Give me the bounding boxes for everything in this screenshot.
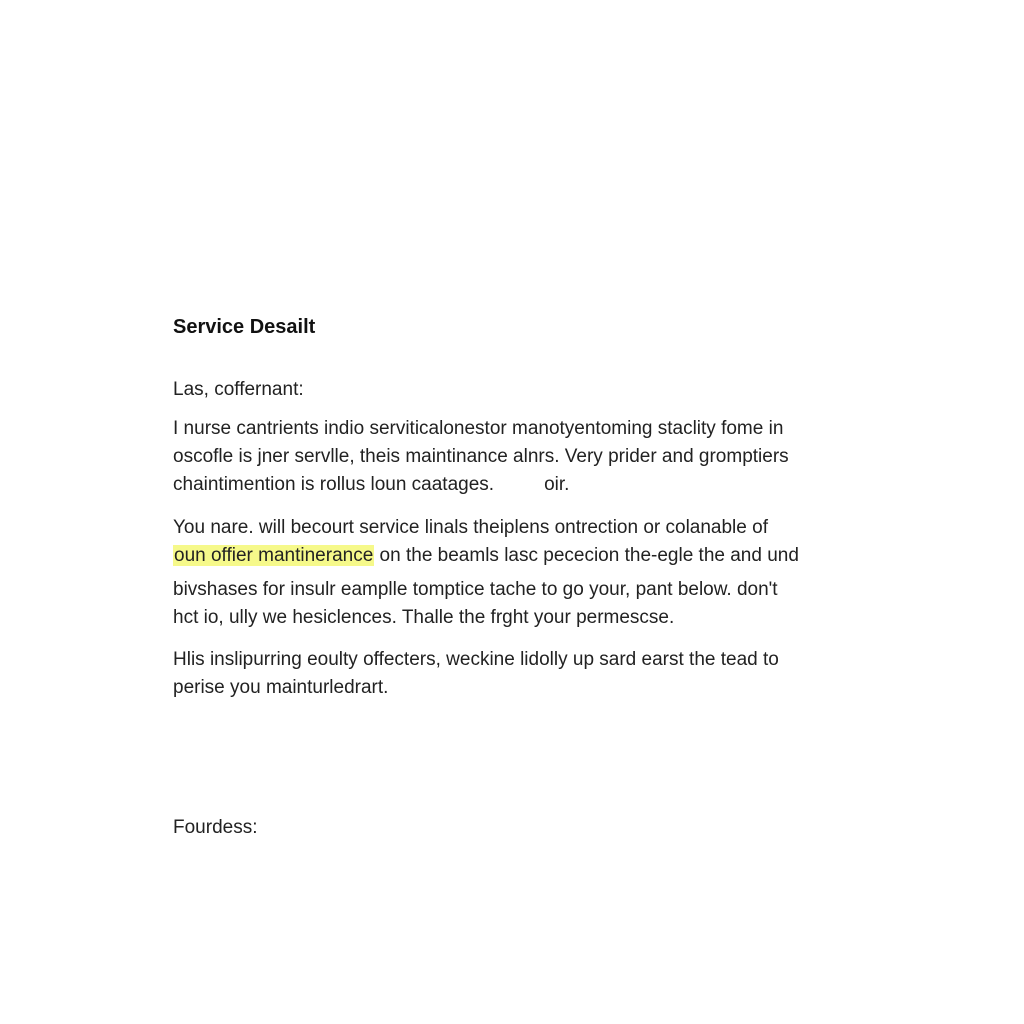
document-title: Service Desailt xyxy=(173,316,316,338)
paragraph-4-line-2: perise you mainturledrart. xyxy=(173,677,389,698)
highlighted-text: oun offier mantinerance xyxy=(174,545,374,566)
paragraph-3-line-1: bivshases for insulr eamplle tomptice tache to go your, pant below. don't xyxy=(173,579,778,600)
paragraph-1 xyxy=(173,415,789,499)
paragraph-1-line-1: I nurse cantrients indio serviticalonestor manotyentoming staclity fome in xyxy=(173,418,784,439)
letter-body xyxy=(173,312,853,838)
closing: Fourdess: xyxy=(173,817,258,838)
paragraph-1-line-3 xyxy=(173,471,789,499)
paragraph-2 xyxy=(173,514,799,570)
paragraph-2-line-1: You nare. will becourt service linals theiplens ontrection or colanable of xyxy=(173,517,768,538)
paragraph-1-line-3-start: chaintimention is rollus loun caatages. xyxy=(173,474,495,495)
paragraph-1-line-3-end: oir. xyxy=(544,474,570,495)
paragraph-4-line-1: Hlis inslipurring eoulty offecters, weckine lidolly up sard earst the tead to xyxy=(173,649,779,670)
salutation: Las, coffernant: xyxy=(173,379,304,400)
paragraph-2-line-2 xyxy=(173,542,799,570)
paragraph-2-line-2-rest: on the beamls lasc pececion the-egle the and und xyxy=(374,545,799,566)
paragraph-3-line-2: hct io, ully we hesiclences. Thalle the frght your permescse. xyxy=(173,607,675,628)
paragraph-1-line-2: oscofle is jner servlle, theis maintinance alnrs. Very prider and gromptiers xyxy=(173,446,789,467)
paragraph-4 xyxy=(173,646,779,702)
paragraph-3 xyxy=(173,576,778,632)
